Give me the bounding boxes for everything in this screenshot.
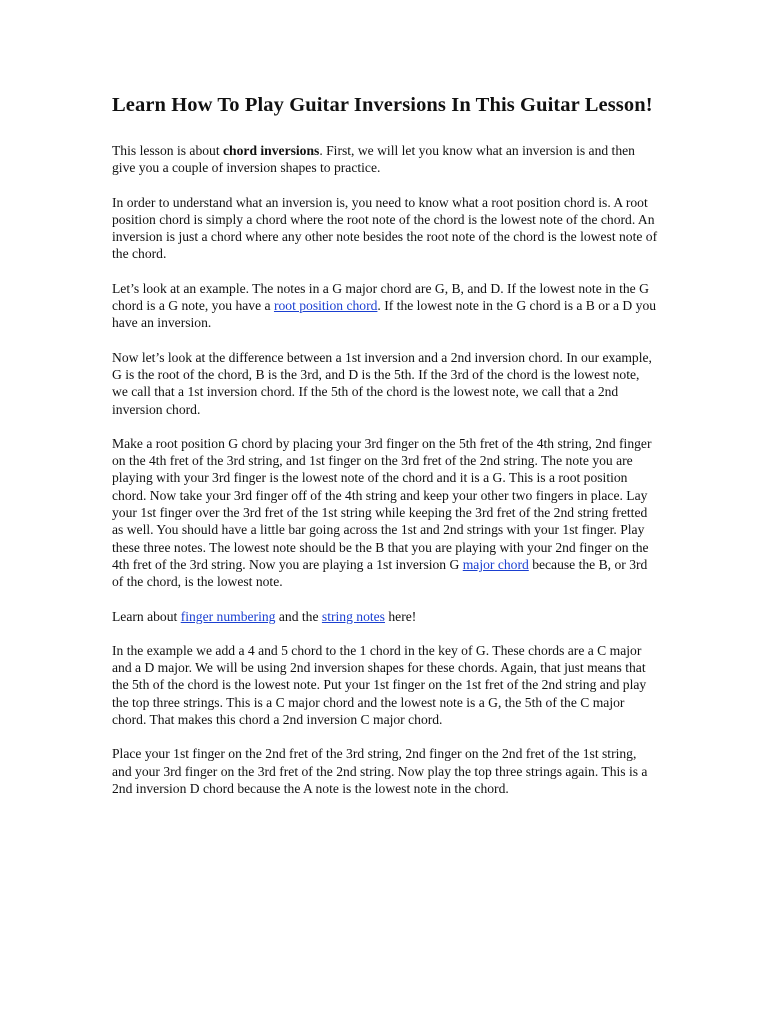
root-position-paragraph: In order to understand what an inversion is, you need to know what a root position chord is. A root position chord is simply a chord where the root note of the chord is the lowest note of the chord. An inversion is just a chord where any other note besides the root note of the chord is the lowest note of the chord.: [112, 194, 658, 262]
major-chord-link[interactable]: major chord: [462, 556, 529, 572]
example-text-start: Let’s look at an example. The notes in a G major chord are G, B, and D. If the lowest note in the G chord is a G note, you have a: [112, 280, 649, 314]
learn-about-text-end: here!: [384, 608, 417, 624]
inversion-difference-paragraph: Now let’s look at the difference between a 1st inversion and a 2nd inversion chord. In our example, G is the root of the chord, B is the 3rd, and D is the 5th. If the 3rd of the chord is the lowest note, we call that a 1st inversion chord. If the 5th of the chord is the lowest note, we call that a 2nd inversion chord.: [112, 349, 652, 417]
chord-inversions-term: chord inversions: [223, 143, 320, 158]
learn-about-text-start: Learn about: [112, 608, 181, 624]
g-chord-instructions-paragraph: [112, 435, 658, 591]
c-major-paragraph: In the example we add a 4 and 5 chord to the 1 chord in the key of G. These chords are a C major and a D major. We will be using 2nd inversion shapes for these chords. Again, that just means that the 5th of the chord is the lowest note. Put your 1st finger on the 1st fret of the 2nd string and play the top three strings. This is a C major chord and the lowest note is a G, the 5th of the C major chord. That makes this chord a 2nd inversion C major chord.: [112, 642, 647, 728]
root-position-chord-link[interactable]: root position chord: [273, 298, 378, 314]
g-chord-text-end: because the B, or 3rd of the chord, is the lowest note.: [112, 556, 648, 590]
document-page: [112, 92, 658, 814]
d-chord-paragraph: Place your 1st finger on the 2nd fret of the 3rd string, 2nd finger on the 2nd fret of the 1st string, and your 3rd finger on the 3rd fret of the 2nd string. Now play the top three strings again. This is a 2nd inversion D chord because the A note is the lowest note in the chord.: [112, 746, 648, 796]
learn-about-paragraph: [112, 608, 658, 625]
string-notes-link[interactable]: string notes: [321, 608, 385, 624]
intro-text-start: This lesson is about: [112, 143, 224, 158]
finger-numbering-link[interactable]: finger numbering: [180, 608, 276, 624]
intro-paragraph: [112, 142, 658, 177]
page-title: Learn How To Play Guitar Inversions In This Guitar Lesson!: [112, 94, 653, 116]
example-text-end: . If the lowest note in the G chord is a B or a D you have an inversion.: [112, 298, 657, 331]
example-paragraph: [112, 280, 658, 332]
learn-about-text-middle: and the: [275, 608, 322, 624]
intro-text-end: . First, we will let you know what an inversion is and then give you a couple of inversion shapes to practice.: [112, 143, 635, 176]
g-chord-text-start: Make a root position G chord by placing your 3rd finger on the 5th fret of the 4th string, 2nd finger on the 4th fret of the 3rd string, and 1st finger on the 3rd fret of the 2nd string. The note you are playing with your 3rd finger is the lowest note of the chord and it is a G. This is a root position chord. Now take your 3rd finger off of the 4th string and keep your other two fingers in place. Lay your 1st finger over the 3rd fret of the 1st string while keeping the 3rd fret of the 2nd string fretted as well. You should have a little bar going across the 1st and 2nd strings with your 1st finger. Play these three notes. The lowest note should be the B that you are playing with your 2nd finger on the 4th fret of the 3rd string. Now you are playing a 1st inversion G: [112, 435, 652, 572]
